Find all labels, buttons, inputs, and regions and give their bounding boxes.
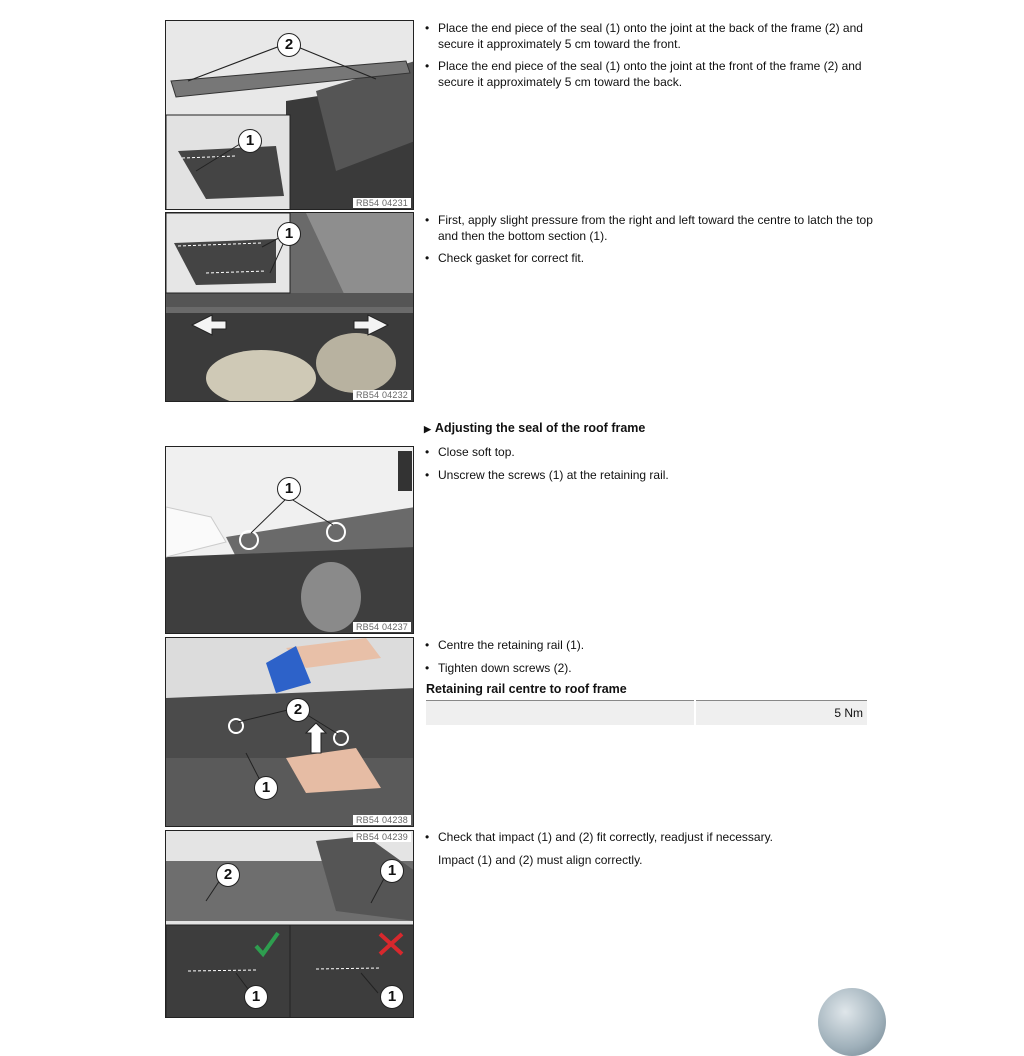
- triangle-icon: ▶: [424, 424, 431, 434]
- step-item: • Check gasket for correct fit.: [424, 251, 874, 267]
- section4-steps: [424, 638, 874, 683]
- section3-steps: [424, 445, 874, 490]
- callout-1: 1: [380, 859, 404, 883]
- figure-code: RB54 04238: [353, 815, 411, 825]
- step-item: • Tighten down screws (2).: [424, 661, 874, 677]
- section5-steps: [424, 830, 874, 853]
- callout-1: 1: [277, 477, 301, 501]
- figure-code: RB54 04232: [353, 390, 411, 400]
- callout-1: 1: [244, 985, 268, 1009]
- section-heading: [424, 421, 645, 435]
- figure-3: [165, 446, 414, 634]
- torque-table: [426, 700, 867, 725]
- step-item: • Check that impact (1) and (2) fit correctly, readjust if necessary.: [424, 830, 874, 846]
- figure-code: RB54 04237: [353, 622, 411, 632]
- callout-1: 1: [254, 776, 278, 800]
- figure-2: [165, 212, 414, 402]
- figure-code: RB54 04231: [353, 198, 411, 208]
- section1-steps: [424, 21, 874, 97]
- torque-value: 5 Nm: [695, 701, 867, 726]
- figure-4-image: [166, 638, 414, 827]
- step-item: • Place the end piece of the seal (1) onto the joint at the back of the frame (2) and secure it approximately 5 cm toward the front.: [424, 21, 874, 52]
- step-item: • First, apply slight pressure from the right and left toward the centre to latch the top and then the bottom section (1).: [424, 213, 874, 244]
- figure-5: [165, 830, 414, 1018]
- callout-1: 1: [277, 222, 301, 246]
- callout-1: 1: [238, 129, 262, 153]
- heading-text: Adjusting the seal of the roof frame: [434, 421, 646, 435]
- figure-5-image: [166, 831, 414, 1018]
- figure-code: RB54 04239: [353, 832, 411, 842]
- step-item: • Close soft top.: [424, 445, 874, 461]
- step-item: • Place the end piece of the seal (1) onto the joint at the front of the frame (2) and secure it approximately 5 cm toward the back.: [424, 59, 874, 90]
- logo-badge-icon: [818, 988, 886, 1056]
- step-item: • Unscrew the screws (1) at the retaining rail.: [424, 468, 874, 484]
- callout-2: 2: [277, 33, 301, 57]
- torque-label: [426, 701, 695, 726]
- note-text: Impact (1) and (2) must align correctly.: [438, 853, 643, 867]
- section2-steps: [424, 213, 874, 274]
- figure-1: [165, 20, 414, 210]
- torque-title: Retaining rail centre to roof frame: [426, 682, 627, 696]
- figure-4: [165, 637, 414, 827]
- table-row: [426, 701, 867, 726]
- callout-2: 2: [286, 698, 310, 722]
- step-item: • Centre the retaining rail (1).: [424, 638, 874, 654]
- callout-2: 2: [216, 863, 240, 887]
- callout-1: 1: [380, 985, 404, 1009]
- figure-3-image: [166, 447, 414, 634]
